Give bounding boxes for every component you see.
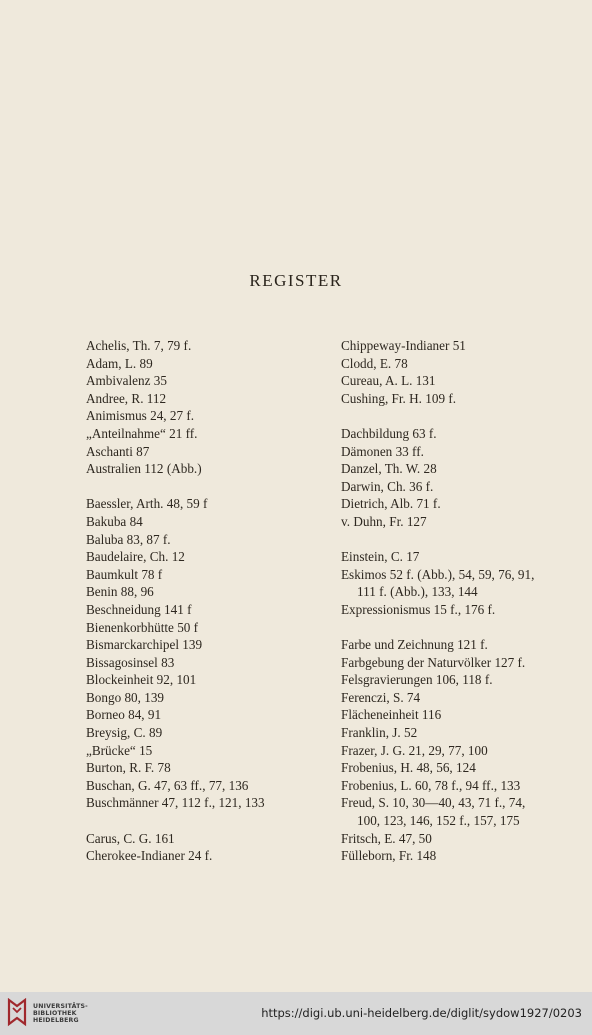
logo-line-3: HEIDELBERG	[33, 1017, 79, 1024]
index-entry: Cureau, A. L. 131	[341, 373, 436, 389]
index-entry: Frobenius, H. 48, 56, 124	[341, 760, 476, 776]
index-entry: Farbgebung der Naturvölker 127 f.	[341, 654, 526, 670]
index-entry: Dachbildung 63 f.	[341, 425, 437, 441]
index-entry: Frobenius, L. 60, 78 f., 94 ff., 133	[341, 777, 521, 793]
index-entry: Baessler, Arth. 48, 59 f	[86, 496, 208, 512]
index-entry: Animismus 24, 27 f.	[86, 408, 195, 424]
index-entry: Dietrich, Alb. 71 f.	[341, 496, 441, 512]
index-column-right	[341, 337, 581, 865]
index-entry: Bissagosinsel 83	[86, 654, 175, 670]
index-entry: Breysig, C. 89	[86, 725, 163, 741]
index-entry: Bakuba 84	[86, 513, 143, 529]
index-entry: Adam, L. 89	[86, 355, 153, 371]
index-entry: Fritsch, E. 47, 50	[341, 830, 432, 846]
index-entry: Aschanti 87	[86, 443, 150, 459]
permalink-url[interactable]: https://digi.ub.uni-heidelberg.de/diglit/sydow1927/0203	[261, 1006, 582, 1020]
index-entry: Ferenczi, S. 74	[341, 689, 421, 705]
page-title: REGISTER	[249, 271, 343, 290]
library-logo-text	[33, 1003, 88, 1024]
index-entry: v. Duhn, Fr. 127	[341, 513, 427, 529]
index-entry: Burton, R. F. 78	[86, 760, 171, 776]
index-entry: Bongo 80, 139	[86, 689, 165, 705]
index-entry: „Anteilnahme“ 21 ff.	[86, 425, 198, 441]
index-entry: Borneo 84, 91	[86, 707, 162, 723]
index-entry: 111 f. (Abb.), 133, 144	[357, 584, 478, 600]
index-entry: Blockeinheit 92, 101	[86, 672, 197, 688]
logo-line-2: BIBLIOTHEK	[33, 1010, 77, 1017]
index-entry: 100, 123, 146, 152 f., 157, 175	[357, 813, 520, 829]
index-entry: Expressionismus 15 f., 176 f.	[341, 601, 496, 617]
index-entry: Bismarckarchipel 139	[86, 637, 203, 653]
index-entry: Andree, R. 112	[86, 390, 167, 406]
index-entry: Freud, S. 10, 30—40, 43, 71 f., 74,	[341, 795, 526, 811]
seal-icon	[6, 998, 28, 1028]
index-entry: Bienenkorbhütte 50 f	[86, 619, 199, 635]
index-entry: Cherokee-Indianer 24 f.	[86, 848, 213, 864]
index-entry: Benin 88, 96	[86, 584, 154, 600]
index-column-left	[86, 337, 316, 865]
index-entry: Buschan, G. 47, 63 ff., 77, 136	[86, 777, 249, 793]
index-entry: Frazer, J. G. 21, 29, 77, 100	[341, 742, 488, 758]
logo-line-1: UNIVERSITÄTS-	[33, 1003, 88, 1010]
index-entry: „Brücke“ 15	[86, 742, 153, 758]
index-entry: Cushing, Fr. H. 109 f.	[341, 390, 457, 406]
index-entry: Australien 112 (Abb.)	[86, 461, 202, 477]
index-entry: Clodd, E. 78	[341, 355, 408, 371]
index-entry: Beschneidung 141 f	[86, 601, 192, 617]
index-entry: Fülleborn, Fr. 148	[341, 848, 437, 864]
index-entry: Felsgravierungen 106, 118 f.	[341, 672, 493, 688]
index-entry: Chippeway-Indianer 51	[341, 338, 466, 353]
index-entry: Farbe und Zeichnung 121 f.	[341, 637, 488, 653]
index-entry: Baumkult 78 f	[86, 566, 163, 582]
index-entry: Eskimos 52 f. (Abb.), 54, 59, 76, 91,	[341, 566, 535, 582]
index-entry: Dämonen 33 ff.	[341, 443, 424, 459]
index-entry: Buschmänner 47, 112 f., 121, 133	[86, 795, 265, 811]
viewer-footer	[0, 992, 592, 1035]
index-entry: Danzel, Th. W. 28	[341, 461, 437, 477]
index-entry: Ambivalenz 35	[86, 373, 167, 389]
index-entry: Franklin, J. 52	[341, 725, 418, 741]
index-entry: Achelis, Th. 7, 79 f.	[86, 338, 192, 353]
index-entry: Baudelaire, Ch. 12	[86, 549, 185, 565]
index-entry: Darwin, Ch. 36 f.	[341, 478, 434, 494]
index-entry: Einstein, C. 17	[341, 549, 420, 565]
index-entry: Baluba 83, 87 f.	[86, 531, 171, 547]
index-entry: Carus, C. G. 161	[86, 830, 175, 846]
index-entry: Flächeneinheit 116	[341, 707, 442, 723]
